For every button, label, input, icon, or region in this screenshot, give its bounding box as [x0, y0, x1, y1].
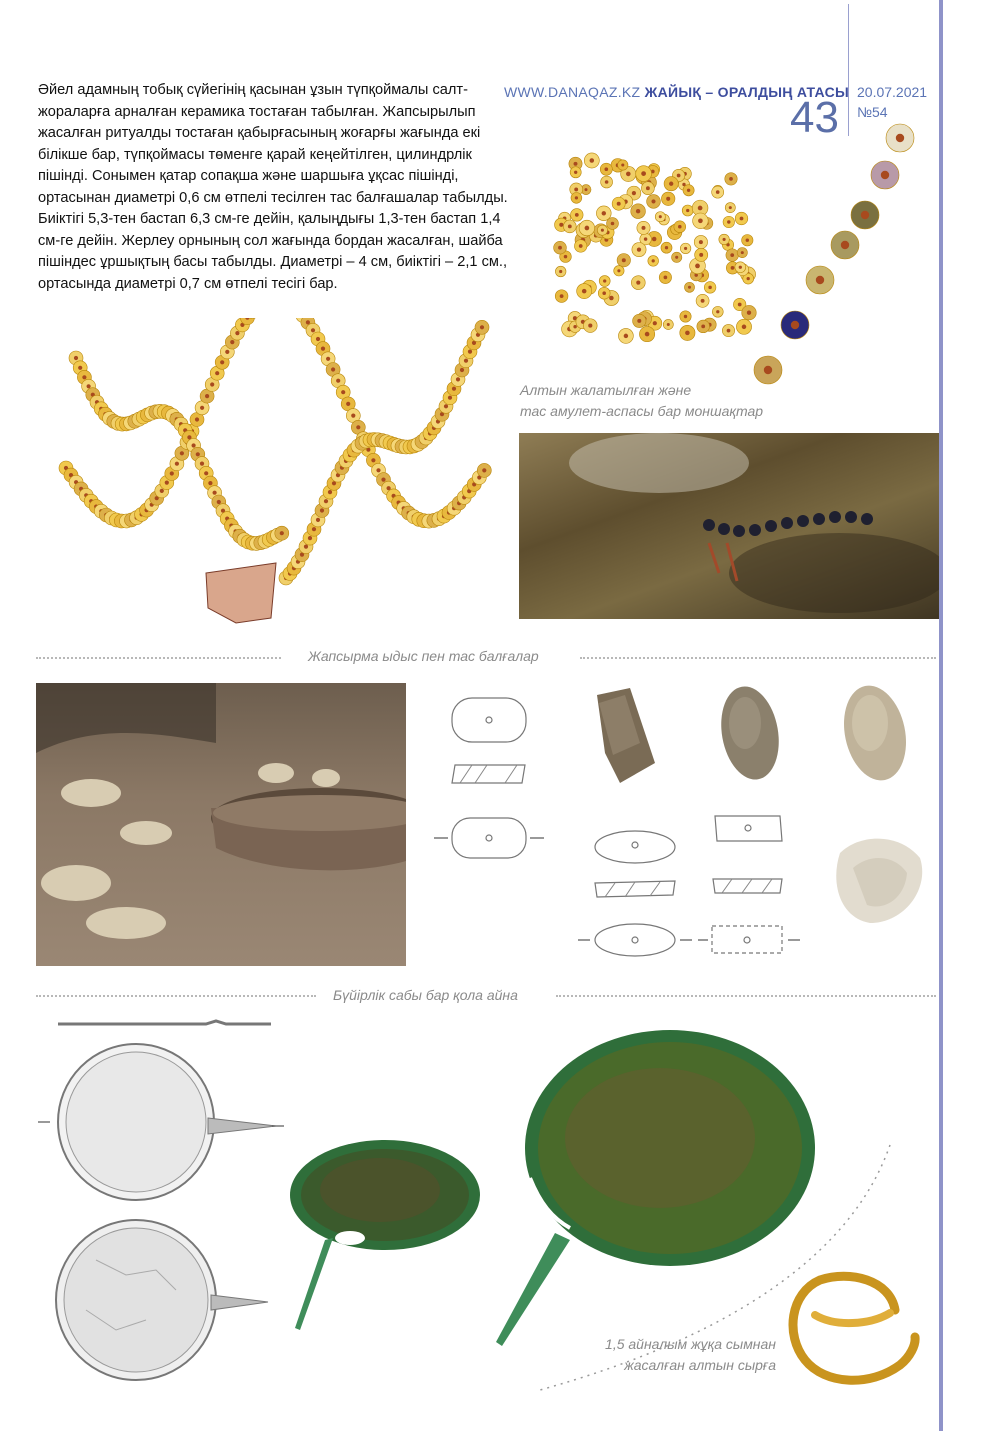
- scattered-bead: [614, 266, 624, 276]
- scattered-bead: [574, 240, 586, 252]
- scattered-bead: [682, 205, 693, 216]
- scattered-bead: [737, 247, 747, 257]
- excavation-illustration: [519, 433, 939, 619]
- scattered-bead: [601, 176, 613, 188]
- scattered-bead: [579, 220, 595, 236]
- amulet-bead: [851, 201, 879, 229]
- separator-right: [580, 657, 936, 659]
- scattered-bead: [697, 320, 710, 333]
- scattered-bead: [680, 325, 695, 340]
- issue-date: 20.07.2021: [857, 84, 928, 100]
- site-url[interactable]: WWW.DANAQAZ.KZ: [504, 84, 641, 100]
- scattered-bead: [618, 160, 628, 170]
- scattered-bead: [663, 319, 673, 329]
- scattered-bead: [655, 212, 665, 222]
- earring-caption: [586, 1334, 776, 1376]
- vessel-section-caption: Жапсырма ыдыс пен тас балғалар: [308, 648, 539, 664]
- mirror-sketch-illustration: [36, 1010, 296, 1400]
- scattered-bead: [659, 271, 671, 283]
- necklace-bead: [475, 320, 489, 334]
- amulet-bead: [831, 231, 859, 259]
- scattered-bead: [735, 262, 746, 273]
- scattered-bead: [704, 282, 716, 294]
- scattered-bead: [600, 163, 612, 175]
- earring-caption-line-2: жасалған алтын сырға: [624, 1357, 776, 1373]
- scattered-bead: [641, 182, 654, 195]
- scattered-bead: [742, 235, 753, 246]
- scattered-bead: [636, 166, 652, 182]
- scattered-bead: [648, 256, 659, 267]
- scattered-bead: [599, 276, 610, 287]
- amulet-bead: [781, 311, 809, 339]
- scattered-bead: [597, 225, 607, 235]
- scattered-bead: [735, 212, 748, 225]
- scattered-bead: [607, 218, 619, 230]
- page-number: 43: [790, 93, 839, 142]
- scattered-bead: [647, 195, 661, 209]
- scattered-bead: [695, 248, 708, 261]
- excavation-photo: [519, 433, 939, 619]
- page-edge-rule: [939, 0, 943, 1431]
- scattered-bead: [683, 185, 694, 196]
- small-mirror-photo: [285, 1140, 485, 1335]
- section-title: ЖАЙЫҚ – ОРАЛДЫҢ АТАСЫ: [644, 84, 850, 100]
- scattered-bead: [684, 282, 694, 292]
- scattered-bead: [680, 243, 691, 254]
- scattered-bead: [722, 324, 734, 336]
- scattered-bead: [696, 294, 709, 307]
- scattered-bead: [555, 290, 568, 303]
- amulet-bead: [886, 124, 914, 152]
- scattered-bead: [633, 314, 646, 327]
- separator-right-2: [556, 995, 936, 997]
- separator-left: [36, 657, 281, 659]
- beads-caption: [520, 380, 763, 422]
- scattered-bead: [612, 197, 625, 210]
- scattered-bead: [598, 287, 610, 299]
- scattered-bead: [742, 305, 757, 320]
- masthead-divider: [848, 4, 849, 136]
- scattered-bead: [723, 216, 734, 227]
- scattered-bead: [672, 252, 682, 262]
- scattered-bead: [639, 326, 654, 341]
- scattered-bead: [674, 221, 686, 233]
- hammer-photos: [585, 683, 930, 933]
- scattered-bead: [555, 266, 566, 277]
- small-mirror-illustration: [285, 1140, 485, 1335]
- beads-caption-line-2: тас амулет-аспасы бар моншақтар: [520, 403, 764, 419]
- scattered-bead: [712, 186, 724, 198]
- scattered-bead: [571, 192, 582, 203]
- scattered-bead: [637, 221, 650, 234]
- scattered-bead: [571, 209, 584, 222]
- scattered-bead: [584, 153, 599, 168]
- beads-caption-line-1: Алтын жалатылған және: [520, 382, 692, 398]
- scattered-bead: [736, 319, 751, 334]
- scattered-bead: [583, 319, 597, 333]
- scattered-bead: [577, 284, 592, 299]
- hammer-photo-illustration: [585, 683, 930, 933]
- necklace-illustration: [36, 318, 506, 636]
- scattered-bead: [632, 242, 646, 256]
- scattered-bead: [693, 213, 709, 229]
- amulet-bead: [871, 161, 899, 189]
- scattered-bead: [725, 203, 735, 213]
- scattered-bead: [563, 220, 576, 233]
- necklace-bead: [275, 526, 289, 540]
- scattered-bead: [664, 177, 678, 191]
- mirror-sketches: [36, 1010, 296, 1400]
- necklace-bead: [477, 463, 491, 477]
- beads-photo: [540, 120, 930, 390]
- scattered-bead: [570, 167, 581, 178]
- scattered-bead: [631, 276, 645, 290]
- scattered-bead: [680, 311, 691, 322]
- vessel-photo: [36, 683, 406, 966]
- scattered-bead: [631, 204, 646, 219]
- beads-illustration: [540, 120, 930, 390]
- scattered-bead: [712, 306, 723, 317]
- scattered-bead: [694, 235, 707, 248]
- mirror-section-caption: Бүйірлік сабы бар қола айна: [333, 987, 518, 1003]
- stone-pendant: [206, 563, 276, 623]
- scattered-bead: [554, 241, 567, 254]
- scattered-bead: [661, 242, 672, 253]
- earring-caption-line-1: 1,5 айналым жұқа сымнан: [605, 1336, 776, 1352]
- article-body: [38, 80, 508, 295]
- separator-left-2: [36, 995, 316, 997]
- issue-number: №54: [857, 104, 888, 120]
- amulet-bead: [806, 266, 834, 294]
- scattered-bead: [618, 328, 633, 343]
- article-paragraph: Әйел адамның тобық сүйегінің қасынан ұзын түпқоймалы салт-жораларға арналған керамика тостаған табылған. Жапсырылып жасалған ритуалды тостаған қабырғасының жоғарғы жағында екі білікше бар, түпқоймасы төменге қарай кеңейтілген, цилиндрлік пішінді. Сонымен қатар сопақша және шаршыға ұқсас пішінді, ортасынан диаметрі 0,6 см өтпелі тесілген тас балғашалар табылды. Биіктігі 5,3-тен бастап 6,3 см-ге дейін, қалыңдығы 1,3-тен бастап 1,4 см-ге дейін. Жерлеу орнының сол жағында бордан жасалған, шайба пішіндес ұршықтың басы табылды. Диаметрі – 4 см, биіктігі – 2,1 см., ортасында диаметрі 0,7 см өтпелі тесігі бар.: [38, 82, 508, 292]
- scattered-bead: [661, 192, 675, 206]
- scattered-bead: [726, 249, 739, 262]
- necklace-photo: [36, 318, 506, 636]
- vessel-illustration: [36, 683, 406, 966]
- scattered-bead: [617, 253, 630, 266]
- scattered-bead: [725, 173, 737, 185]
- scattered-bead: [719, 234, 730, 245]
